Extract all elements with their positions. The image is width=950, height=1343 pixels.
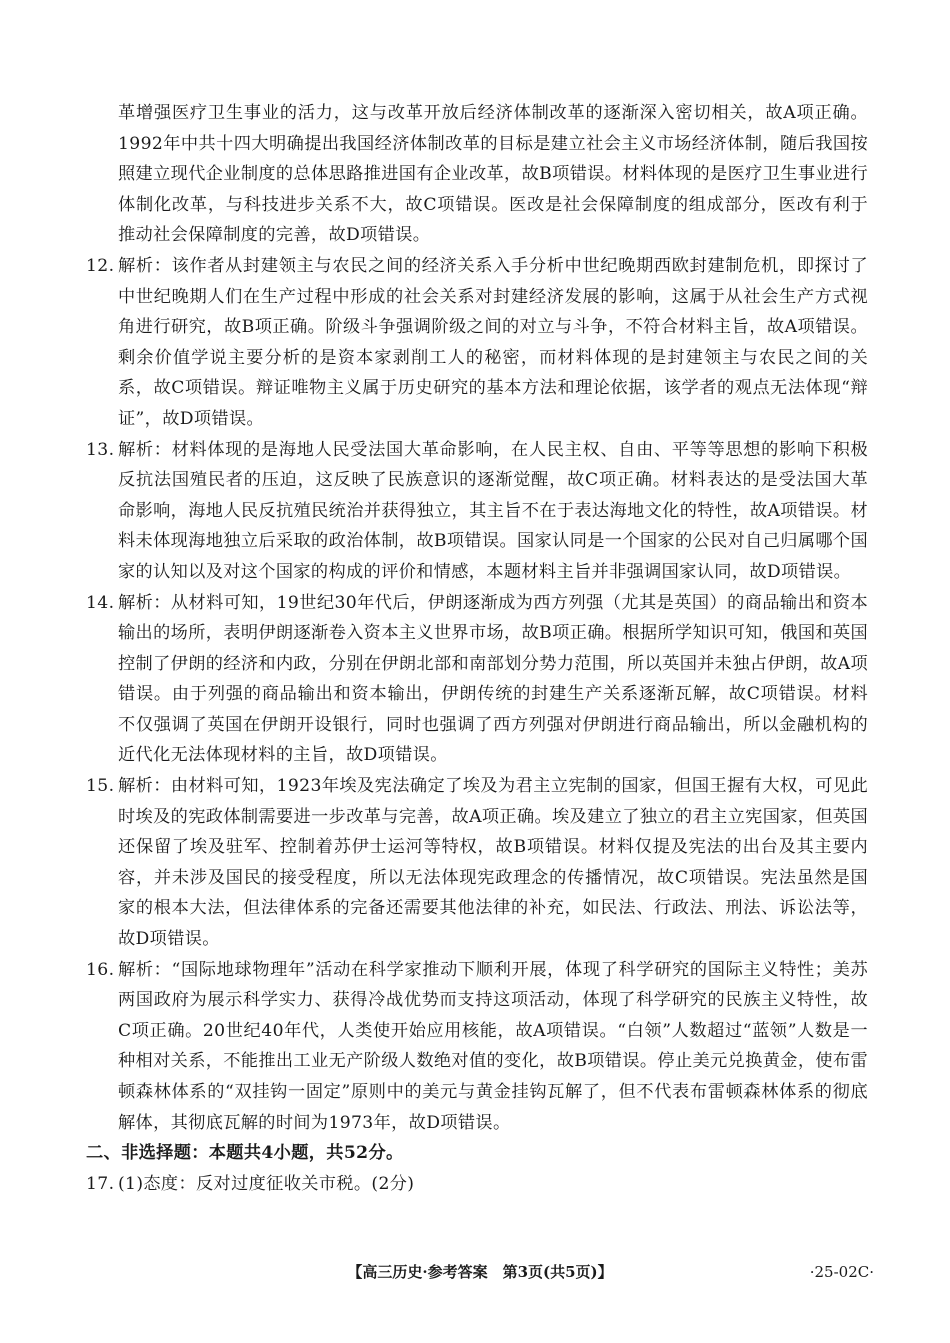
- answer-item-12: [86, 251, 868, 435]
- item-explanation: 解析：该作者从封建领主与农民之间的经济关系入手分析中世纪晚期西欧封建制危机，即探讨了中世纪晚期人们在生产过程中形成的社会关系对封建经济发展的影响，这属于从社会生产方式视角进行研究，故B项正确。阶级斗争强调阶级之间的对立与斗争，不符合材料主旨，故A项错误。剩余价值学说主要分析的是资本家剥削工人的秘密，而材料体现的是封建领主与农民之间的关系，故C项错误。辩证唯物主义属于历史研究的基本方法和理论依据，该学者的观点无法体现“辩证”，故D项错误。: [118, 255, 868, 429]
- item-number: 13.: [86, 439, 115, 460]
- answer-item-13: [86, 435, 868, 588]
- item-number: 16.: [86, 959, 115, 980]
- item-explanation: (1)态度：反对过度征收关市税。(2分): [118, 1173, 415, 1194]
- item-explanation: 解析：由材料可知，1923年埃及宪法确定了埃及为君主立宪制的国家，但国王握有大权，可见此时埃及的宪政体制需要进一步改革与完善，故A项正确。埃及建立了独立的君主立宪国家，但英国还保留了埃及驻军、控制着苏伊士运河等特权，故B项错误。材料仅提及宪法的出台及其主要内容，并未涉及国民的接受程度，所以无法体现宪政理念的传播情况，故C项错误。宪法虽然是国家的根本大法，但法律体系的完备还需要其他法律的补充，如民法、行政法、刑法、诉讼法等，故D项错误。: [118, 776, 868, 950]
- answer-content: [86, 98, 868, 1199]
- item-explanation: 解析：“国际地球物理年”活动在科学家推动下顺利开展，体现了科学研究的国际主义特性；美苏两国政府为展示科学实力、获得冷战优势而支持这项活动，体现了科学研究的民族主义特性，故C项正确。20世纪40年代，人类使开始应用核能，故A项错误。“白领”人数超过“蓝领”人数是一种相对关系，不能推出工业无产阶级人数绝对值的变化，故B项错误。停止美元兑换黄金，使布雷顿森林体系的“双挂钩一固定”原则中的美元与黄金挂钩瓦解了，但不代表布雷顿森林体系的彻底解体，其彻底瓦解的时间为1973年，故D项错误。: [118, 959, 868, 1133]
- answer-11-continuation: 革增强医疗卫生事业的活力，这与改革开放后经济体制改革的逐渐深入密切相关，故A项正确。1992年中共十四大明确提出我国经济体制改革的目标是建立社会主义市场经济体制，随后我国按照建立现代企业制度的总体思路推进国有企业改革，故B项错误。材料体现的是医疗卫生事业进行体制化改革，与科技进步关系不大，故C项错误。医改是社会保障制度的组成部分，医改有利于推动社会保障制度的完善，故D项错误。: [118, 103, 868, 246]
- item-number: 17.: [86, 1173, 115, 1194]
- answer-item-17: [86, 1169, 868, 1200]
- item-number: 15.: [86, 776, 115, 797]
- answer-item-16: [86, 955, 868, 1139]
- item-explanation: 解析：材料体现的是海地人民受法国大革命影响，在人民主权、自由、平等等思想的影响下积极反抗法国殖民者的压迫，这反映了民族意识的逐渐觉醒，故C项正确。材料表达的是受法国大革命影响，海地人民反抗殖民统治并获得独立，其主旨不在于表达海地文化的特性，故A项错误。材料未体现海地独立后采取的政治体制，故B项错误。国家认同是一个国家的公民对自己归属哪个国家的认知以及对这个国家的构成的评价和情感，本题材料主旨并非强调国家认同，故D项错误。: [118, 439, 868, 582]
- section-heading: 二、非选择题：本题共4小题，共52分。: [86, 1143, 404, 1164]
- answer-item-14: [86, 588, 868, 772]
- answer-item-15: [86, 771, 868, 955]
- item-number: 14.: [86, 592, 115, 613]
- footer-page-info: 【高三历史·参考答案 第3页(共5页)】: [347, 1263, 613, 1281]
- item-number: 12.: [86, 255, 115, 276]
- item-explanation: 解析：从材料可知，19世纪30年代后，伊朗逐渐成为西方列强（尤其是英国）的商品输出和资本输出的场所，表明伊朗逐渐卷入资本主义世界市场，故B项正确。根据所学知识可知，俄国和英国控制了伊朗的经济和内政，分别在伊朗北部和南部划分势力范围，所以英国并未独占伊朗，故A项错误。由于列强的商品输出和资本输出，伊朗传统的封建生产关系逐渐瓦解，故C项错误。材料不仅强调了英国在伊朗开设银行，同时也强调了西方列强对伊朗进行商品输出，所以金融机构的近代化无法体现材料的主旨，故D项错误。: [118, 592, 868, 766]
- footer-code: ·25-02C·: [809, 1263, 874, 1281]
